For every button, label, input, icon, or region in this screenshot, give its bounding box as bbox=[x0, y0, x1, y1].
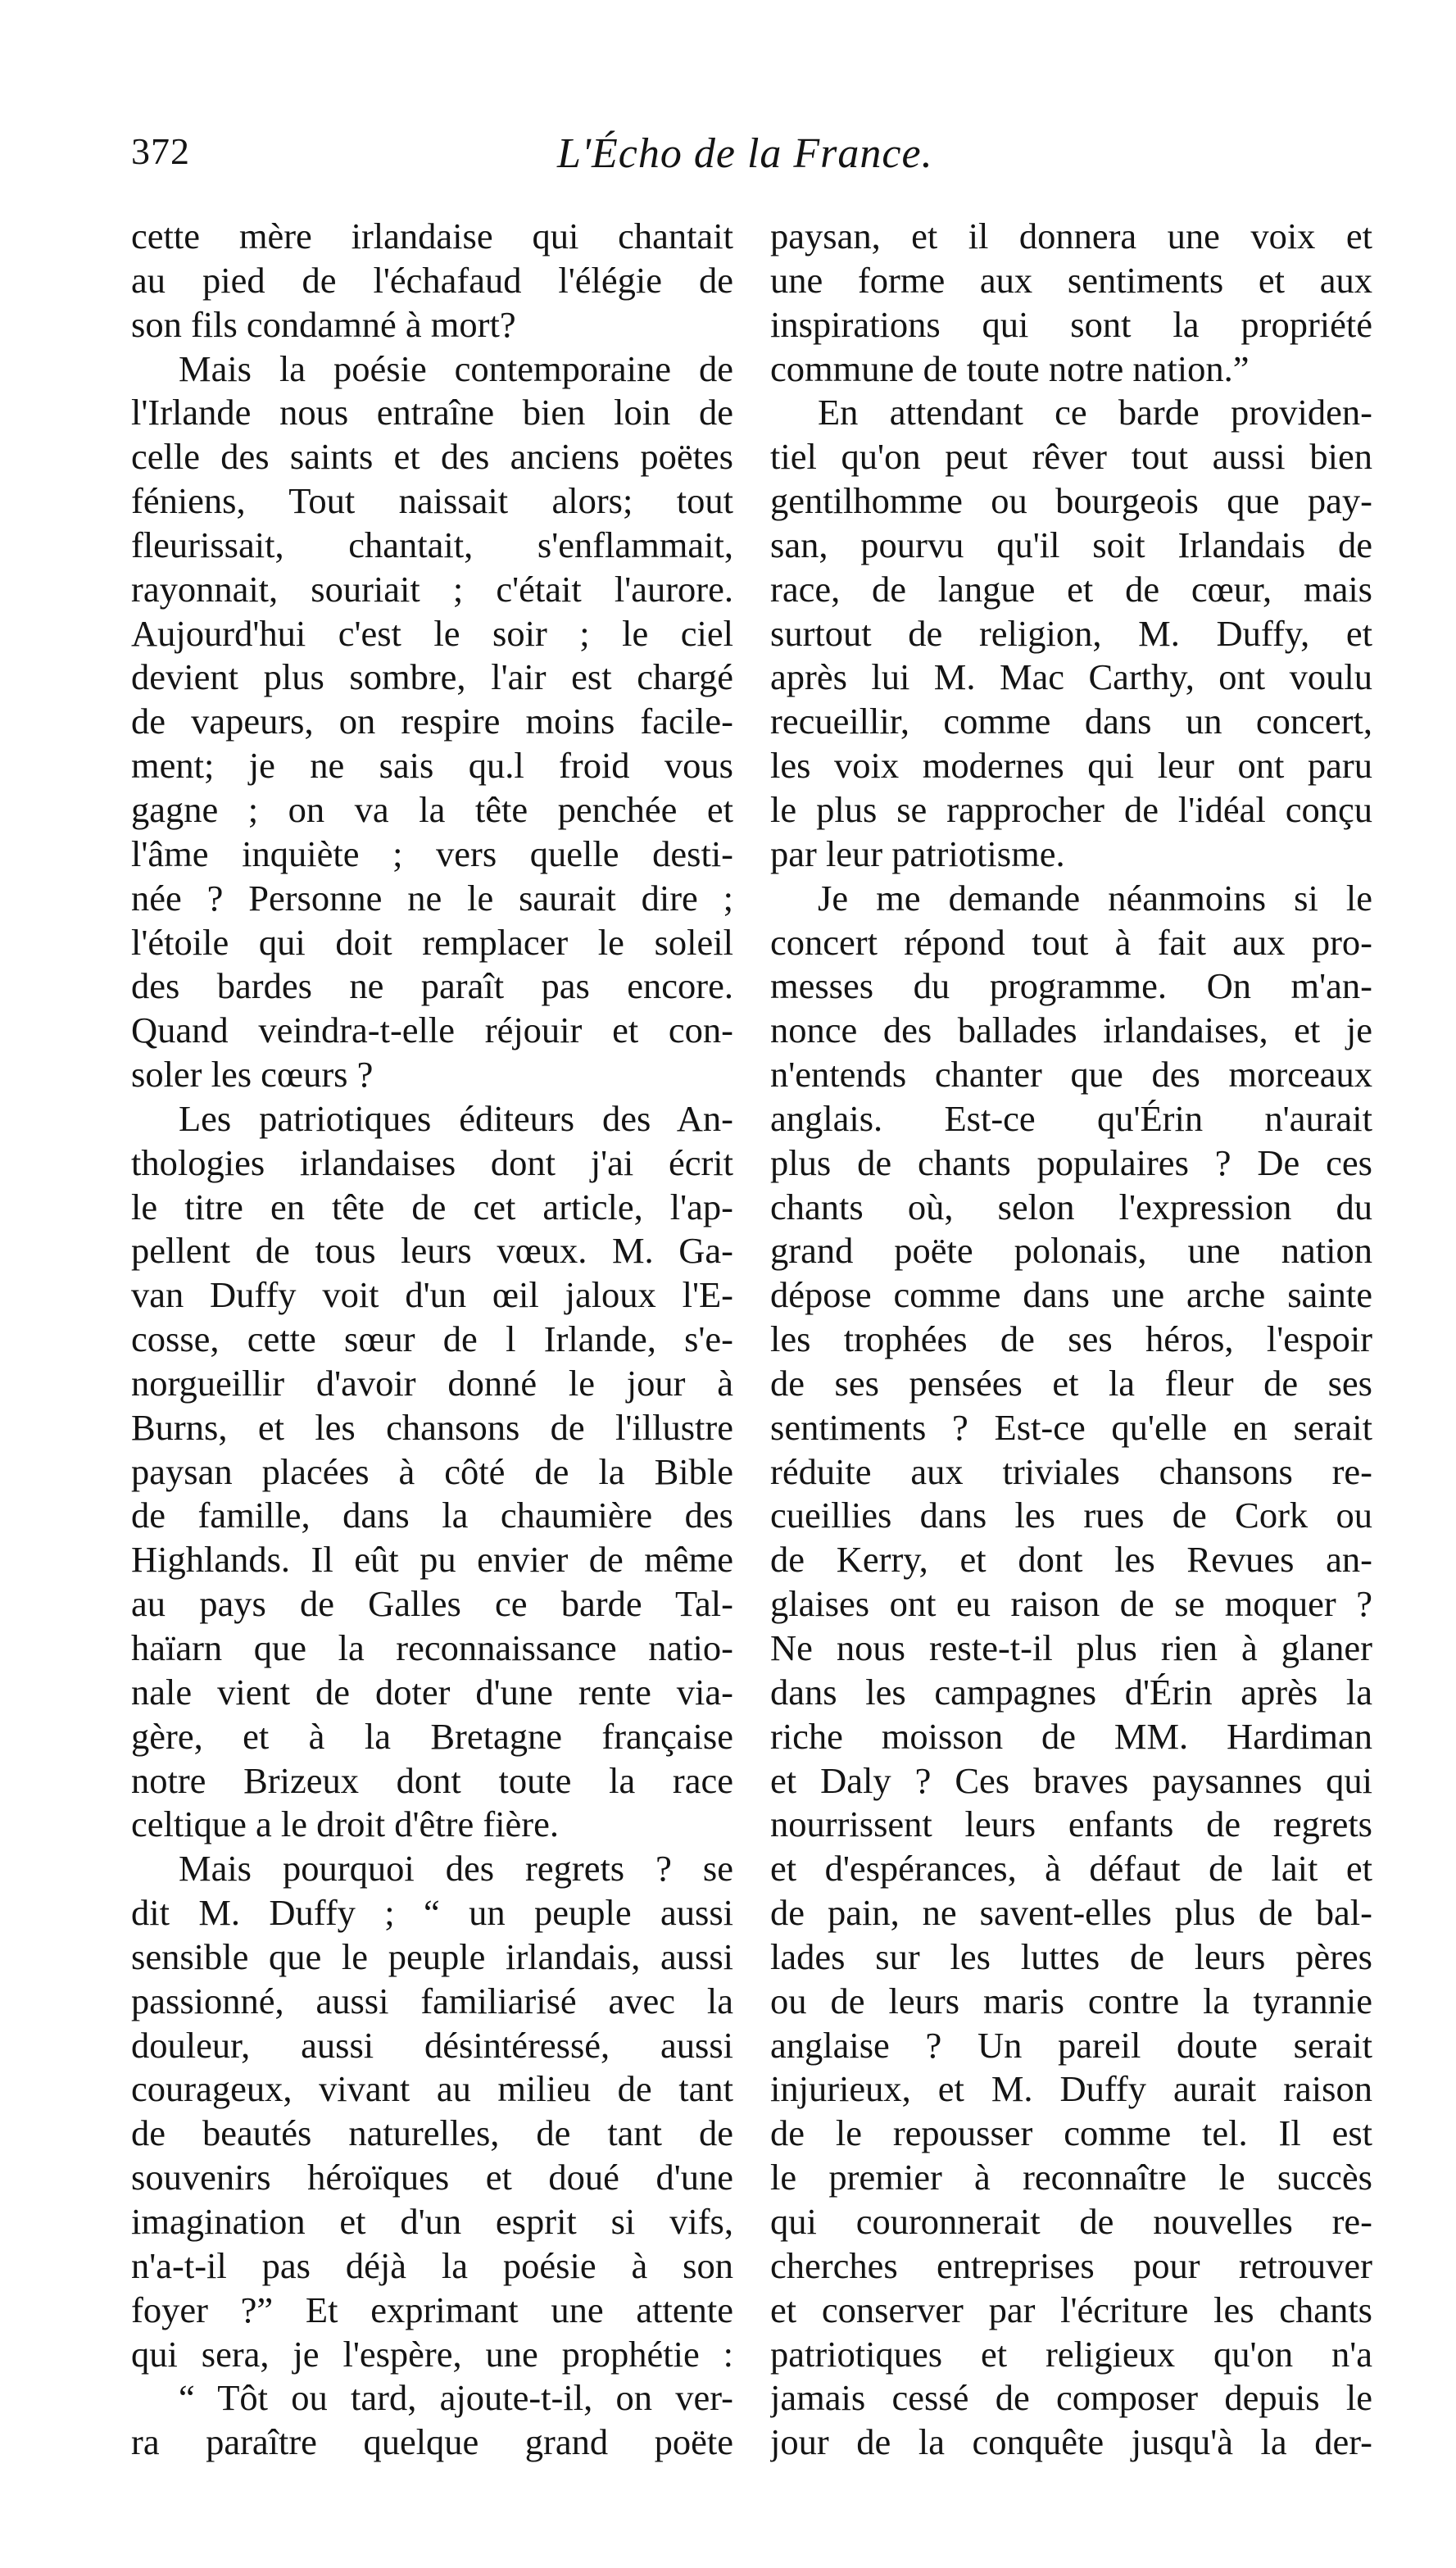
text-line: notre Brizeux dont toute la race bbox=[131, 1759, 733, 1801]
text-line: Mais pourquoi des regrets ? se bbox=[179, 1848, 733, 1890]
text-line: de Kerry, et dont les Revues an- bbox=[770, 1539, 1372, 1581]
text-line: gère, et à la Bretagne française bbox=[131, 1715, 733, 1757]
text-line: messes du programme. On m'an- bbox=[770, 965, 1372, 1007]
text-line: et Daly ? Ces braves paysannes qui bbox=[770, 1759, 1372, 1801]
text-line: ment; je ne sais qu.l froid vous bbox=[131, 745, 733, 787]
text-line: son fils condamné à mort? bbox=[131, 303, 516, 345]
left-text-column bbox=[131, 215, 733, 2465]
text-line: jamais cessé de composer depuis le bbox=[770, 2377, 1372, 2419]
text-line: fleurissait, chantait, s'enflammait, bbox=[131, 524, 733, 565]
text-line: de pain, ne savent-elles plus de bal- bbox=[770, 1892, 1372, 1934]
text-line: et conserver par l'écriture les chants bbox=[770, 2289, 1372, 2330]
right-text-column bbox=[770, 215, 1372, 2465]
text-line: paysan, et il donnera une voix et bbox=[770, 216, 1372, 256]
text-line: cosse, cette sœur de l Irlande, s'e- bbox=[131, 1318, 733, 1360]
text-line: les voix modernes qui leur ont paru bbox=[770, 745, 1372, 787]
text-line: des bardes ne paraît pas encore. bbox=[131, 965, 733, 1007]
text-line: gentilhomme ou bourgeois que pay- bbox=[770, 480, 1372, 522]
text-line: jour de la conquête jusqu'à la der- bbox=[770, 2421, 1372, 2463]
text-line: réduite aux triviales chansons re- bbox=[770, 1450, 1372, 1492]
text-line: gagne ; on va la tête penchée et bbox=[131, 788, 733, 830]
text-line: cueillies dans les rues de Cork ou bbox=[770, 1495, 1372, 1536]
text-line: de famille, dans la chaumière des bbox=[131, 1495, 733, 1536]
text-line: par leur patriotisme. bbox=[770, 833, 1065, 874]
text-line: recueillir, comme dans un concert, bbox=[770, 701, 1372, 742]
text-line: au pied de l'échafaud l'élégie de bbox=[131, 259, 733, 301]
text-line: cherches entreprises pour retrouver bbox=[770, 2244, 1372, 2286]
text-line: patriotiques et religieux qu'on n'a bbox=[770, 2333, 1372, 2375]
text-line: riche moisson de MM. Hardiman bbox=[770, 1715, 1372, 1757]
text-line: plus de chants populaires ? De ces bbox=[770, 1141, 1372, 1183]
text-line: dit M. Duffy ; “ un peuple aussi bbox=[131, 1892, 733, 1934]
text-line: norgueillir d'avoir donné le jour à bbox=[131, 1362, 733, 1404]
text-line: ou de leurs maris contre la tyrannie bbox=[770, 1980, 1372, 2021]
page-number: 372 bbox=[131, 130, 190, 172]
text-line: de ses pensées et la fleur de ses bbox=[770, 1362, 1372, 1404]
text-line: dépose comme dans une arche sainte bbox=[770, 1274, 1372, 1316]
text-line: soler les cœurs ? bbox=[131, 1054, 374, 1096]
text-line: celle des saints et des anciens poëtes bbox=[131, 436, 733, 478]
text-line: devient plus sombre, l'air est chargé bbox=[131, 656, 733, 698]
text-line: race, de langue et de cœur, mais bbox=[770, 568, 1372, 610]
text-line: Mais la poésie contemporaine de bbox=[179, 347, 733, 389]
text-line: n'entends chanter que des morceaux bbox=[770, 1054, 1372, 1096]
text-line: glaises ont eu raison de se moquer ? bbox=[770, 1583, 1372, 1625]
text-line: de le repousser comme tel. Il est bbox=[770, 2112, 1372, 2154]
page-header bbox=[131, 129, 1385, 187]
text-line: les trophées de ses héros, l'espoir bbox=[770, 1318, 1372, 1360]
text-line: anglais. Est-ce qu'Érin n'aurait bbox=[770, 1097, 1372, 1139]
text-line: l'âme inquiète ; vers quelle desti- bbox=[131, 833, 733, 874]
text-line: le premier à reconnaître le succès bbox=[770, 2157, 1372, 2198]
text-line: l'étoile qui doit remplacer le soleil bbox=[131, 921, 733, 963]
text-line: chants où, selon l'expression du bbox=[770, 1186, 1372, 1227]
text-line: imagination et d'un esprit si vifs, bbox=[131, 2200, 733, 2242]
text-line: de vapeurs, on respire moins facile- bbox=[131, 701, 733, 742]
text-line: lades sur les luttes de leurs pères bbox=[770, 1935, 1372, 1977]
text-line: pellent de tous leurs vœux. M. Ga- bbox=[131, 1230, 733, 1272]
text-line: après lui M. Mac Carthy, ont voulu bbox=[770, 656, 1372, 698]
text-line: injurieux, et M. Duffy aurait raison bbox=[770, 2068, 1372, 2110]
text-line: n'a-t-il pas déjà la poésie à son bbox=[131, 2244, 733, 2286]
text-line: surtout de religion, M. Duffy, et bbox=[770, 612, 1372, 654]
text-line: commune de toute notre nation.” bbox=[770, 347, 1250, 389]
text-line: paysan placées à côté de la Bible bbox=[131, 1450, 733, 1492]
text-line: En attendant ce barde providen- bbox=[818, 392, 1372, 433]
text-line: Burns, et les chansons de l'illustre bbox=[131, 1406, 733, 1448]
text-line: sensible que le peuple irlandais, aussi bbox=[131, 1935, 733, 1977]
text-line: qui sera, je l'espère, une prophétie : bbox=[131, 2333, 733, 2375]
text-line: souvenirs héroïques et doué d'une bbox=[131, 2157, 733, 2198]
text-line: nale vient de doter d'une rente via- bbox=[131, 1671, 733, 1713]
text-line: le plus se rapprocher de l'idéal conçu bbox=[770, 788, 1372, 830]
text-line: Quand veindra-t-elle réjouir et con- bbox=[131, 1010, 733, 1051]
text-line: passionné, aussi familiarisé avec la bbox=[131, 1980, 733, 2021]
text-line: courageux, vivant au milieu de tant bbox=[131, 2068, 733, 2110]
text-line: Highlands. Il eût pu envier de même bbox=[131, 1539, 733, 1581]
text-line: douleur, aussi désintéressé, aussi bbox=[131, 2024, 733, 2066]
text-line: le titre en tête de cet article, l'ap- bbox=[131, 1186, 733, 1227]
text-line: l'Irlande nous entraîne bien loin de bbox=[131, 392, 733, 433]
text-line: ra paraître quelque grand poëte bbox=[131, 2421, 733, 2463]
text-line: inspirations qui sont la propriété bbox=[770, 303, 1372, 345]
text-line: de beautés naturelles, de tant de bbox=[131, 2112, 733, 2154]
text-line: thologies irlandaises dont j'ai écrit bbox=[131, 1141, 733, 1183]
text-line: Aujourd'hui c'est le soir ; le ciel bbox=[131, 612, 733, 654]
running-title: L'Écho de la France. bbox=[557, 130, 933, 177]
text-line: celtique a le droit d'être fière. bbox=[131, 1803, 559, 1845]
text-line: anglaise ? Un pareil doute serait bbox=[770, 2024, 1372, 2066]
text-line: cette mère irlandaise qui chantait bbox=[131, 216, 733, 256]
text-line: dans les campagnes d'Érin après la bbox=[770, 1671, 1372, 1713]
text-line: grand poëte polonais, une nation bbox=[770, 1230, 1372, 1272]
text-line: foyer ?” Et exprimant une attente bbox=[131, 2289, 733, 2330]
text-line: sentiments ? Est-ce qu'elle en serait bbox=[770, 1406, 1372, 1448]
text-line: “ Tôt ou tard, ajoute-t-il, on ver- bbox=[179, 2377, 733, 2419]
text-line: Les patriotiques éditeurs des An- bbox=[179, 1097, 733, 1139]
text-line: féniens, Tout naissait alors; tout bbox=[131, 480, 733, 522]
text-line: nonce des ballades irlandaises, et je bbox=[770, 1010, 1372, 1051]
text-line: nourrissent leurs enfants de regrets bbox=[770, 1803, 1372, 1845]
text-line: van Duffy voit d'un œil jaloux l'E- bbox=[131, 1274, 733, 1316]
text-line: qui couronnerait de nouvelles re- bbox=[770, 2200, 1372, 2242]
text-line: concert répond tout à fait aux pro- bbox=[770, 921, 1372, 963]
text-line: haïarn que la reconnaissance natio- bbox=[131, 1627, 733, 1668]
text-line: rayonnait, souriait ; c'était l'aurore. bbox=[131, 568, 733, 610]
text-line: san, pourvu qu'il soit Irlandais de bbox=[770, 524, 1372, 565]
text-line: Je me demande néanmoins si le bbox=[818, 877, 1372, 919]
text-line: tiel qu'on peut rêver tout aussi bien bbox=[770, 436, 1372, 478]
text-line: Ne nous reste-t-il plus rien à glaner bbox=[770, 1627, 1372, 1668]
text-line: née ? Personne ne le saurait dire ; bbox=[131, 877, 733, 919]
text-line: une forme aux sentiments et aux bbox=[770, 259, 1372, 301]
text-line: au pays de Galles ce barde Tal- bbox=[131, 1583, 733, 1625]
text-line: et d'espérances, à défaut de lait et bbox=[770, 1848, 1372, 1890]
